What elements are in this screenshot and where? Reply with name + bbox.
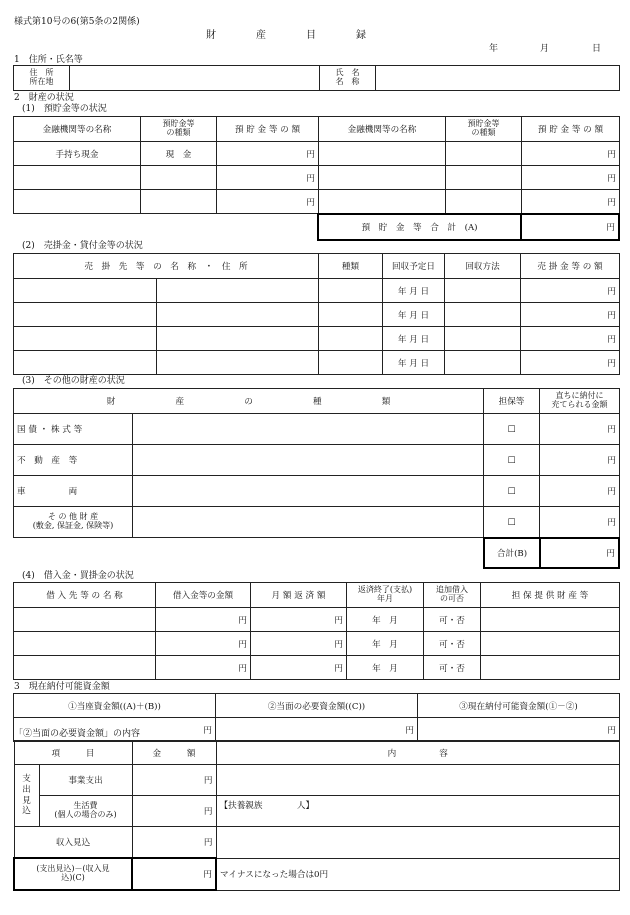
lender-header: 借 入 先 等 の 名 称 [14,583,156,608]
loans-table [13,582,620,680]
expense-side-label-1: 支 [22,774,31,785]
yes-no-field[interactable]: 可・否 [424,632,481,656]
yen-unit[interactable]: 円 [521,303,620,327]
yen-unit[interactable]: 円 [540,476,620,507]
table-row [14,827,620,859]
yes-no-field[interactable]: 可・否 [424,656,481,680]
date-day-label: 日 [592,44,602,54]
asset-row-label: 車 両 [14,476,133,507]
end-month-field[interactable]: 年 月 [347,608,424,632]
yen-unit[interactable]: 円 [521,279,620,303]
deposits-total-field[interactable]: 円 [521,214,619,240]
item-header: 項 目 [14,741,132,765]
content-header: 内 容 [216,741,619,765]
deposit-type-header-2: の種類 [166,128,191,137]
table-row [14,327,620,351]
yen-unit[interactable]: 円 [217,166,319,190]
table-row [14,858,620,890]
address-label: 住 所 [29,68,54,78]
table-row [14,190,620,214]
additional-loan-header: 追加借入 [436,585,468,595]
loans-heading: (4) 借入金・買掛金の状況 [22,571,134,581]
deposit-type-header-right: 預貯金等 [467,119,500,129]
living-expense-label: 生活費 [73,801,98,811]
deposit-type-header: 預貯金等 [162,119,195,129]
yen-unit[interactable]: 円 [156,608,251,632]
table-row [14,796,620,827]
other-assets-total-table [483,537,620,569]
required-funds-field[interactable]: 円 [216,718,418,742]
monthly-payment-header: 月 額 返 済 額 [251,583,347,608]
table-row [14,608,620,632]
yen-unit[interactable]: 円 [521,327,620,351]
form-number: 様式第10号の6(第5条の2関係) [14,17,140,27]
yen-unit[interactable]: 円 [156,632,251,656]
page-title: 財 産 目 録 [206,30,366,41]
deposits-table [13,116,620,214]
required-funds-detail-table [13,740,620,891]
yen-unit[interactable]: 円 [132,827,216,859]
location-label: 所在地 [29,77,54,86]
yen-unit[interactable]: 円 [540,507,620,538]
receivable-due-header: 回収予定日 [383,254,445,279]
yen-unit[interactable]: 円 [251,656,347,680]
yen-unit[interactable]: 円 [217,142,319,166]
yen-unit[interactable]: 円 [522,142,620,166]
repayment-end-header-2: 年月 [377,594,393,603]
table-row [14,303,620,327]
deposits-total-table [317,213,620,241]
address-name-table [13,65,620,91]
date-year-label: 年 [489,44,499,54]
table-row [14,507,620,538]
net-required-label: (支出見込)－(収入見 [36,864,110,874]
name-field[interactable] [376,66,620,91]
deposit-institution-header: 金融機関等の名称 [14,117,141,142]
repayment-end-header: 返済終了(支払) [357,585,413,595]
negative-note: マイナスになった場合は0円 [216,858,619,890]
address-field[interactable] [70,66,320,91]
deposit-type-header-right-2: の種類 [471,128,496,137]
net-required-field[interactable]: 円 [132,858,216,890]
table-row [14,656,620,680]
yen-unit[interactable]: 円 [251,632,347,656]
yen-unit[interactable]: 円 [132,765,216,796]
asset-kind-header: 財 産 の 種 類 [14,389,484,414]
security-header: 担 保 提 供 財 産 等 [481,583,620,608]
expense-side-label-3: 見 [22,795,31,806]
collateral-header: 担保等 [484,389,540,414]
dependents-field[interactable]: 【扶養親族 人】 [216,796,619,827]
business-expense-label: 事業支出 [39,765,132,796]
due-date-field[interactable]: 年 月 日 [383,327,445,351]
expense-side-label-2: 出 [22,784,31,795]
corp-name-label: 名 称 [335,77,360,86]
payable-funds-field[interactable]: 円 [418,718,620,742]
cash-label: 手持ち現金 [14,142,141,166]
deposit-amount-header: 預 貯 金 等 の 額 [217,117,319,142]
collateral-checkbox[interactable]: □ [484,507,540,538]
table-row [14,142,620,166]
other-assets-heading: (3) その他の財産の状況 [22,376,125,386]
section1-heading: 1 住所・氏名等 [14,55,83,65]
yen-unit[interactable]: 円 [540,445,620,476]
section2-heading: 2 財産の状況 [14,93,74,103]
end-month-field[interactable]: 年 月 [347,656,424,680]
asset-row-label: 不 動 産 等 [14,445,133,476]
date-month-label: 月 [540,44,550,54]
expense-side-label-4: 込 [22,806,31,817]
section3-heading: 3 現在納付可能資金額 [14,682,110,692]
income-label: 収入見込 [14,827,132,859]
table-row [14,279,620,303]
living-expense-note: (個人の場合のみ) [54,810,117,819]
assets-total-label: 合計(B) [484,538,540,568]
name-label: 氏 名 [335,68,360,78]
table-row [14,476,620,507]
collateral-checkbox[interactable]: □ [484,414,540,445]
yen-unit[interactable]: 円 [522,166,620,190]
receivables-table [13,253,620,375]
additional-loan-header-2: の可否 [440,594,464,603]
yen-unit[interactable]: 円 [217,190,319,214]
table-row [14,166,620,190]
yen-unit[interactable]: 円 [251,608,347,632]
asset-row-label: 国 債 ・ 株 式 等 [14,414,133,445]
yen-unit[interactable]: 円 [522,190,620,214]
yen-unit[interactable]: 円 [156,656,251,680]
yes-no-field[interactable]: 可・否 [424,608,481,632]
deposits-total-label: 預 貯 金 等 合 計 (A) [318,214,521,240]
cash-type: 現 金 [141,142,217,166]
immediate-amount-header: 直ちに納付に [555,391,604,401]
required-funds-detail-heading: 「②当面の必要資金額」の内容 [14,729,141,739]
table-row [14,351,620,375]
receivable-name-header: 売 掛 先 等 の 名 称 ・ 住 所 [14,254,319,279]
payable-funds-header: ③現在納付可能資金額(①－②) [418,694,620,718]
deposit-institution-header-right: 金融機関等の名称 [319,117,446,142]
immediate-amount-header-2: 充てられる金額 [551,400,608,409]
collateral-checkbox[interactable]: □ [484,445,540,476]
due-date-field[interactable]: 年 月 日 [383,279,445,303]
loan-amount-header: 借入金等の金額 [156,583,251,608]
end-month-field[interactable]: 年 月 [347,632,424,656]
assets-total-field[interactable]: 円 [540,538,619,568]
yen-unit[interactable]: 円 [132,796,216,827]
receivable-method-header: 回収方法 [445,254,521,279]
receivable-kind-header: 種類 [319,254,383,279]
required-funds-header: ②当面の必要資金額((C)) [216,694,418,718]
deposit-amount-header-right: 預 貯 金 等 の 額 [522,117,620,142]
table-row [14,632,620,656]
table-row [14,765,620,796]
current-funds-field[interactable]: 円 [14,718,216,742]
amount-header: 金 額 [132,741,216,765]
table-row [14,445,620,476]
receivables-heading: (2) 売掛金・貸付金等の状況 [22,241,143,251]
other-assets-table [13,388,620,538]
yen-unit[interactable]: 円 [521,351,620,375]
asset-row-label: そ の 他 財 産 [47,512,99,522]
receivable-amount-header: 売 掛 金 等 の 額 [521,254,620,279]
net-required-label-2: 込)(C) [61,873,85,882]
collateral-checkbox[interactable]: □ [484,476,540,507]
current-funds-header: ①当座資金額((A)＋(B)) [14,694,216,718]
table-row [14,414,620,445]
asset-row-sublabel: (敷金, 保証金, 保険等) [32,521,114,530]
due-date-field[interactable]: 年 月 日 [383,303,445,327]
due-date-field[interactable]: 年 月 日 [383,351,445,375]
yen-unit[interactable]: 円 [540,414,620,445]
deposits-heading: (1) 預貯金等の状況 [22,104,107,114]
